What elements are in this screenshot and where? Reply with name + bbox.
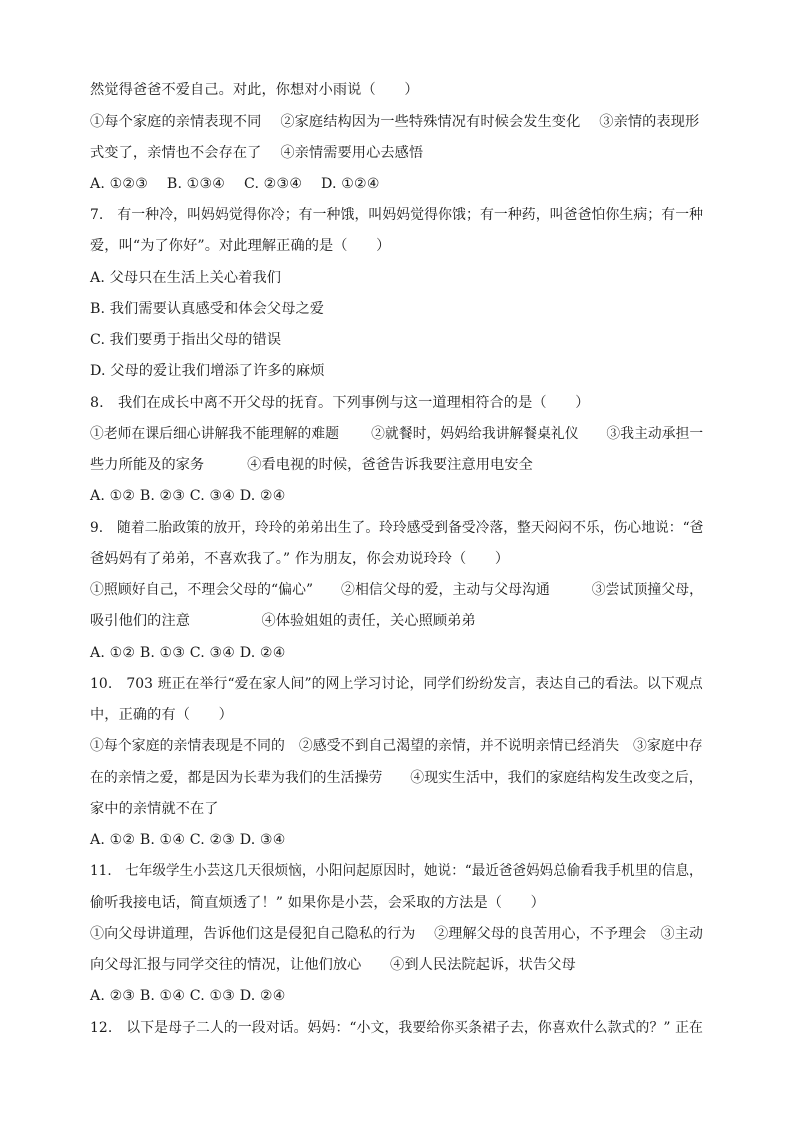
text-line: 8. 我们在成长中离不开父母的抚育。下列事例与这一道理相符合的是（ ）	[90, 395, 590, 411]
text-line: 11. 七年级学生小芸这几天很烦恼，小阳问起原因时，她说：“最近爸爸妈妈总偷看我手机里的信息，	[90, 863, 703, 879]
text-line: 爸妈妈有了弟弟，不喜欢我了。” 作为朋友，你会劝说玲玲（ ）	[90, 551, 510, 567]
text-line: 吸引他们的注意 ④体验姐姐的责任，关心照顾弟弟	[90, 613, 476, 629]
text-line: A. ①② B. ①③ C. ③④ D. ②④	[90, 645, 286, 661]
text-line: ①向父母讲道理，告诉他们这是侵犯自己隐私的行为 ②理解父母的良苦用心，不予理会 ③主动	[90, 926, 703, 942]
text-line: 在的亲情之爱，都是因为长辈为我们的生活操劳 ④现实生活中，我们的家庭结构发生改变之后，	[90, 770, 703, 786]
text-line: A. ①② B. ②③ C. ③④ D. ②④	[90, 488, 286, 504]
text-line: 12. 以下是母子二人的一段对话。妈妈：“小文，我要给你买条裙子去，你喜欢什么款式的？” 正在	[90, 1020, 703, 1036]
text-line: 9. 随着二胎政策的放开，玲玲的弟弟出生了。玲玲感受到备受冷落，整天闷闷不乐，伤心地说：“爸	[90, 520, 704, 536]
text-line: 式变了，亲情也不会存在了 ④亲情需要用心去感悟	[90, 145, 424, 161]
text-line: 爱，叫“为了你好”。对此理解正确的是（ ）	[90, 238, 391, 254]
text-line: ①照顾好自己，不理会父母的“偏心” ②相信父母的爱，主动与父母沟通 ③尝试顶撞父母，	[90, 582, 704, 598]
text-line: D. 父母的爱让我们增添了许多的麻烦	[90, 363, 325, 379]
text-line: 然觉得爸爸不爱自己。对此，你想对小雨说（ ）	[90, 82, 419, 98]
text-line: 10. 703 班正在举行“爱在家人间”的网上学习讨论，同学们纷纷发言，表达自己的看法。以下观点	[90, 676, 703, 692]
text-line: 中，正确的有（ ）	[90, 707, 233, 723]
text-line: ①每个家庭的亲情表现是不同的 ②感受不到自己渴望的亲情，并不说明亲情已经消失 ③家庭中存	[90, 738, 703, 754]
text-line: A. 父母只在生活上关心着我们	[90, 270, 282, 286]
text-line: C. 我们要勇于指出父母的错误	[90, 332, 282, 348]
text-line: 些力所能及的家务 ④看电视的时候，爸爸告诉我要注意用电安全	[90, 457, 533, 473]
text-line: 偷听我接电话，简直烦透了！” 如果你是小芸，会采取的方法是（ ）	[90, 895, 545, 911]
text-line: B. 我们需要认真感受和体会父母之爱	[90, 301, 325, 317]
text-line: A. ②③ B. ①④ C. ①③ D. ②④	[90, 988, 286, 1004]
text-line: 向父母汇报与同学交往的情况，让他们放心 ④到人民法院起诉，状告父母	[90, 957, 576, 973]
text-line: 家中的亲情就不在了	[90, 801, 219, 817]
text-line: 7. 有一种冷，叫妈妈觉得你冷；有一种饿，叫妈妈觉得你饿；有一种药，叫爸爸怕你生病；有一种	[90, 207, 704, 223]
text-line: A. ①② B. ①④ C. ②③ D. ③④	[90, 832, 286, 848]
text-line: ①每个家庭的亲情表现不同 ②家庭结构因为一些特殊情况有时候会发生变化 ③亲情的表现形	[90, 114, 700, 130]
text-line: ①老师在课后细心讲解我不能理解的难题 ②就餐时，妈妈给我讲解餐桌礼仪 ③我主动承担一	[90, 426, 704, 442]
text-line: A. ①②③ B. ①③④ C. ②③④ D. ①②④	[90, 176, 380, 192]
